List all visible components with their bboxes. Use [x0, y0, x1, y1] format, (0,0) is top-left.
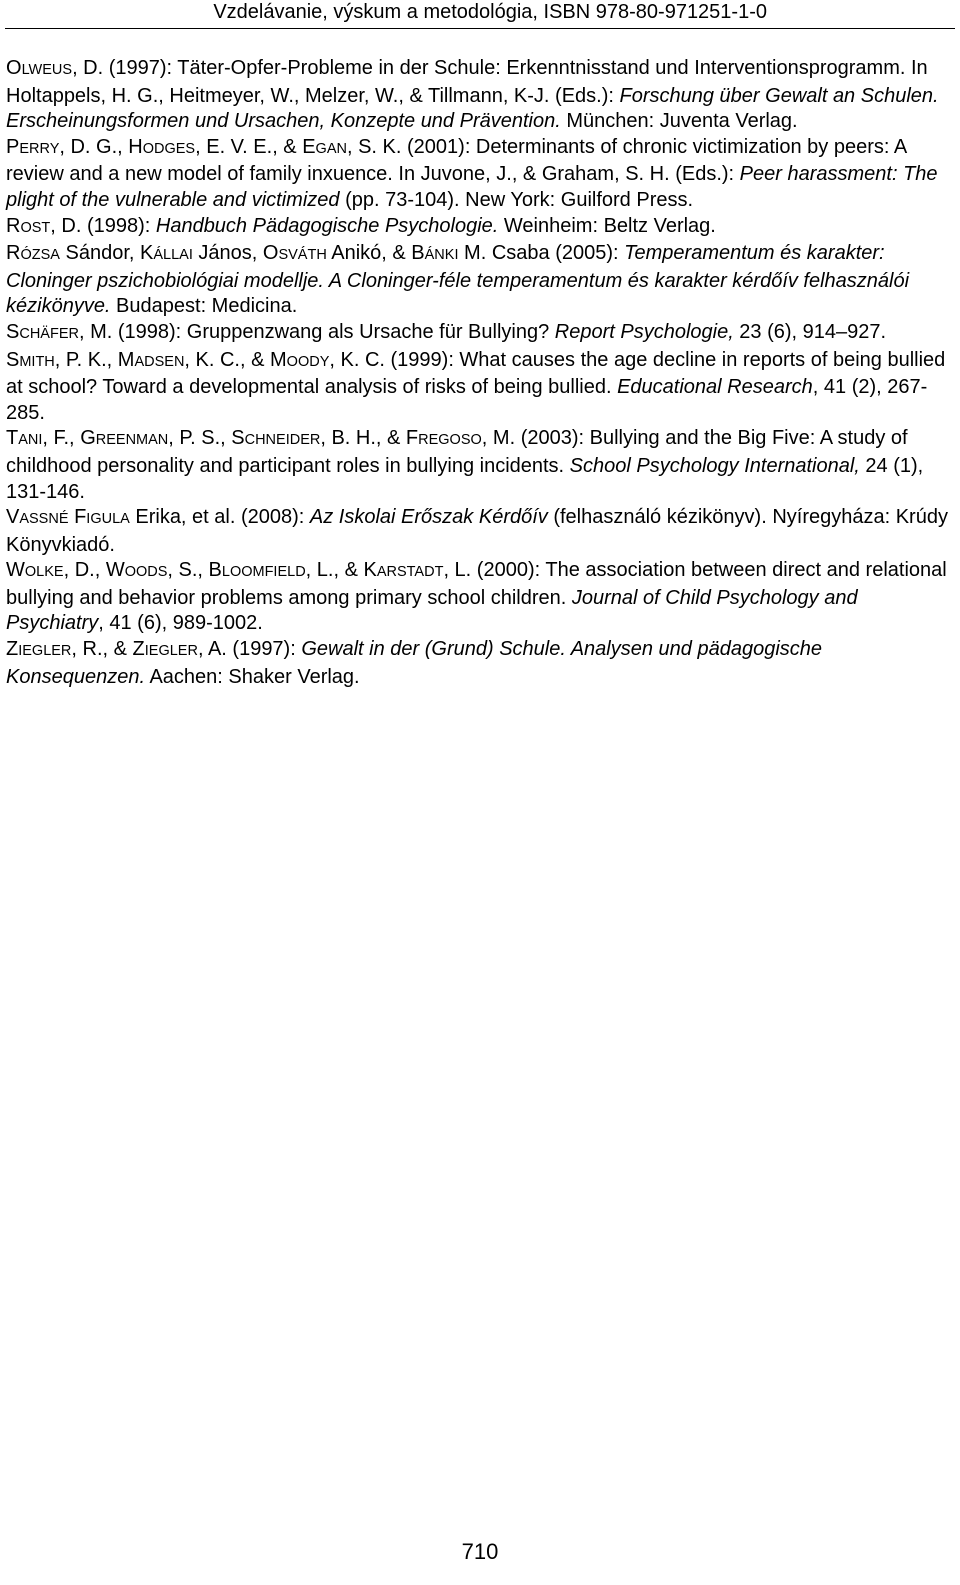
author-surname-smallcaps: SVÁTH: [278, 247, 327, 264]
author-text: , P. S.,: [168, 427, 232, 450]
author-text: Sándor,: [59, 242, 140, 265]
reference-text-tail: Budapest: Medicina.: [110, 295, 298, 318]
reference-title-italic: Report Psychologie,: [554, 320, 734, 343]
author-initial: T: [6, 427, 19, 450]
author-surname-smallcaps: OODY: [286, 353, 330, 370]
reference-authors: [6, 506, 241, 528]
author-initial: M: [117, 348, 135, 371]
author-text: , M.: [481, 427, 521, 450]
author-surname-smallcaps: IGULA: [86, 511, 130, 528]
author-initial: S: [6, 348, 20, 371]
author-initial: B: [411, 242, 425, 265]
header-rule: [5, 28, 955, 29]
author-text: Erika, et al.: [129, 506, 241, 529]
author-surname-smallcaps: IEGLER: [144, 643, 198, 660]
author-text: M.: [458, 242, 492, 265]
author-initial: F: [405, 427, 419, 450]
author-text: , S.,: [167, 559, 209, 582]
reference-text: (2003): Bullying and the Big Five: A study of childhood personality and participant roles in bullying incidents.: [6, 427, 908, 477]
author-text: , M.: [78, 320, 118, 343]
reference-entry: [6, 241, 951, 320]
author-surname-smallcaps: IEGLER: [18, 643, 72, 660]
reference-title-italic: Temperamentum és karakter: Cloninger pszichobiológiai modellje. A Cloninger-féle temperamentum és karakter kérdőív felhasználói kézikönyve.: [6, 242, 910, 318]
reference-text: Csaba (2005):: [491, 242, 625, 265]
reference-text: (1999): What causes the age decline in reports of being bullied at school? Toward a developmental analysis of risks of being bullied.: [6, 348, 946, 399]
author-initial: G: [80, 427, 96, 450]
author-initial: W: [6, 559, 25, 582]
author-surname-smallcaps: OLKE: [24, 564, 64, 581]
reference-title-italic: School Psychology International,: [569, 454, 860, 477]
author-surname-smallcaps: REENMAN: [95, 432, 169, 449]
author-surname-smallcaps: ANI: [18, 432, 43, 449]
author-surname-smallcaps: ODGES: [142, 140, 196, 157]
reference-text-tail: , 41 (6), 989-1002.: [98, 612, 263, 635]
reference-text-tail: (pp. 73-104). New York: Guilford Press.: [339, 188, 694, 211]
author-text: , D. G.,: [59, 135, 129, 158]
author-surname-smallcaps: OST: [20, 219, 51, 236]
reference-title-italic: Peer harassment: The plight of the vulnerable and victimized: [6, 163, 938, 211]
reference-authors: [6, 215, 87, 237]
author-initial: R: [6, 242, 21, 265]
author-text: , D.: [72, 57, 109, 79]
author-text: , F.,: [42, 427, 81, 450]
reference-title-italic: Handbuch Pädagogische Psychologie.: [155, 214, 499, 237]
author-surname-smallcaps: ÁLLAI: [153, 247, 193, 264]
author-text: , S. K.: [346, 135, 407, 158]
author-initial: F: [74, 506, 87, 529]
reference-authors: [6, 638, 232, 660]
author-surname-smallcaps: CHÄFER: [19, 325, 79, 342]
author-initial: W: [105, 559, 125, 582]
reference-text: (2008):: [240, 506, 310, 529]
reference-authors: [6, 136, 407, 158]
reference-entry: [6, 320, 951, 348]
reference-title-italic: Gewalt in der (Grund) Schule. Analysen und pädagogische Konsequenzen.: [6, 638, 823, 688]
running-header: Vzdelávanie, výskum a metodológia, ISBN 978-80-971251-1-0: [213, 1, 767, 23]
author-surname-smallcaps: LWEUS: [21, 62, 73, 78]
author-initial: S: [6, 320, 20, 343]
reference-text: (2001): Determinants of chronic victimization by peers: A review and a new model of family inxuence. In Juvone, J., & Graham, S. H. (Eds.):: [6, 135, 907, 186]
author-text: , D.: [50, 214, 87, 237]
reference-entry: [6, 558, 951, 637]
reference-text-tail: 23 (6), 914–927.: [733, 320, 887, 343]
author-initial: E: [302, 135, 316, 158]
reference-text: (1998):: [86, 214, 156, 237]
reference-entry: [6, 426, 951, 505]
author-text: , R., &: [71, 638, 133, 661]
page-number: 710: [461, 1539, 499, 1564]
author-initial: K: [140, 242, 154, 265]
reference-entry: [6, 505, 951, 558]
author-initial: R: [6, 214, 21, 237]
author-initial: P: [6, 135, 20, 158]
author-text: , L., &: [305, 559, 364, 582]
author-surname-smallcaps: GAN: [315, 140, 347, 157]
reference-entry: [6, 637, 951, 690]
author-text: , D.,: [63, 559, 106, 582]
reference-text: (2000): The association between direct and relational bullying and behavior problems among primary school children.: [6, 559, 947, 609]
reference-authors: [6, 559, 477, 581]
reference-entry: [6, 135, 951, 214]
author-initial: O: [6, 57, 22, 79]
author-surname-smallcaps: ÓZSA: [20, 247, 60, 264]
reference-entry: [6, 56, 951, 135]
reference-title-italic: Journal of Child Psychology and Psychiatry: [6, 586, 858, 635]
reference-text-tail: (felhasználó kézikönyv). Nyíregyháza: Krúdy Könyvkiadó.: [6, 506, 948, 556]
author-surname-smallcaps: ADSEN: [134, 353, 185, 370]
reference-authors: [6, 349, 391, 371]
author-surname-smallcaps: ÁNKI: [424, 247, 459, 264]
reference-text: (1997): Täter-Opfer-Probleme in der Schule: Erkenntnisstand und Interventionsprogramm. In Holtappels, H. G., Heitmeyer, W., Melzer, W., & Tillmann, K-J. (Eds.):: [6, 57, 928, 107]
reference-title-italic: Educational Research: [617, 376, 813, 399]
reference-text-tail: Aachen: Shaker Verlag.: [145, 665, 360, 688]
author-initial: H: [128, 135, 143, 158]
author-initial: Z: [6, 638, 19, 661]
reference-title-italic: Forschung über Gewalt an Schulen. Erscheinungsformen und Ursachen, Konzepte und Prävention.: [6, 84, 939, 133]
author-text: János,: [192, 242, 263, 265]
author-surname-smallcaps: ASSNÉ: [19, 511, 69, 528]
author-text: , P. K.,: [54, 348, 118, 371]
reference-list: [6, 56, 951, 690]
reference-entry: [6, 214, 951, 242]
author-text: , B. H., &: [320, 427, 406, 450]
author-text: , K. C., &: [184, 348, 270, 371]
reference-text: (1998): Gruppenzwang als Ursache für Bullying?: [117, 320, 555, 343]
reference-authors: [6, 321, 118, 343]
reference-entry: [6, 348, 951, 427]
author-surname-smallcaps: CHNEIDER: [244, 432, 321, 449]
author-initial: O: [262, 242, 279, 265]
author-initial: B: [208, 559, 222, 582]
reference-text: (1997):: [232, 638, 302, 661]
reference-text-tail: , 41 (2), 267-285.: [6, 376, 928, 424]
reference-text-tail: München: Juventa Verlag.: [560, 110, 798, 133]
author-surname-smallcaps: LOOMFIELD: [221, 564, 306, 581]
author-text: , E. V. E., &: [195, 135, 303, 158]
author-surname-smallcaps: ARSTADT: [376, 564, 444, 581]
reference-text-tail: 24 (1), 131-146.: [6, 454, 924, 503]
author-surname-smallcaps: MITH: [19, 353, 55, 370]
author-text: Anikó, &: [326, 242, 412, 265]
author-text: , K. C.: [329, 348, 391, 371]
author-initial: M: [270, 348, 287, 371]
author-text: , L.: [443, 559, 477, 582]
reference-title-italic: Az Iskolai Erőszak Kérdőív: [309, 506, 548, 529]
author-initial: V: [6, 506, 20, 529]
author-text: , A.: [197, 638, 233, 661]
reference-text-tail: Weinheim: Beltz Verlag.: [498, 214, 716, 237]
author-initial: K: [363, 559, 377, 582]
author-surname-smallcaps: ERRY: [19, 140, 60, 157]
author-surname-smallcaps: OODS: [124, 564, 168, 581]
reference-authors: [6, 57, 109, 79]
reference-authors: [6, 242, 492, 264]
author-initial: S: [231, 427, 245, 450]
reference-authors: [6, 427, 521, 449]
author-initial: Z: [132, 638, 145, 661]
author-surname-smallcaps: REGOSO: [418, 432, 482, 449]
